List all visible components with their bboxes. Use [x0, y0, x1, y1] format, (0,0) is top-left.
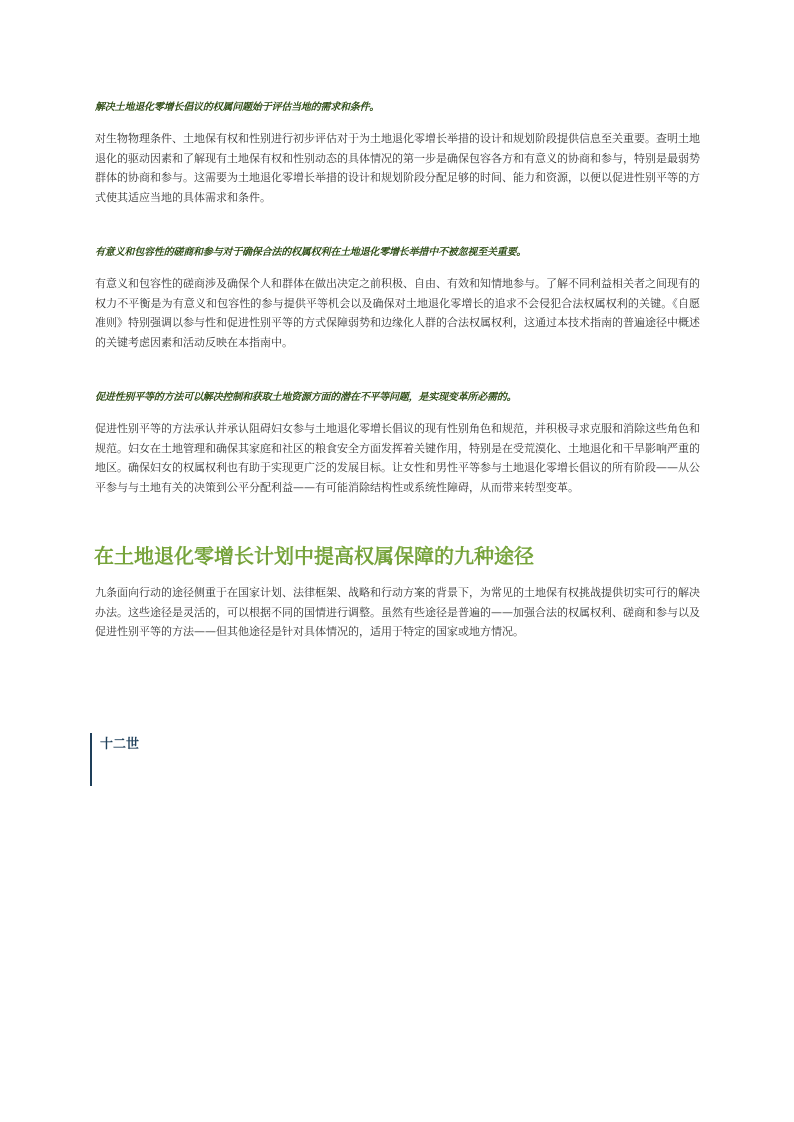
section-gender [95, 391, 700, 497]
callout-box [90, 733, 292, 786]
callout-title: 十二世 [100, 737, 140, 752]
section-heading: 促进性别平等的方法可以解决控制和获取土地资源方面的潜在不平等问题，是实现变革所必需的。 [95, 392, 517, 403]
section-assessment [95, 101, 700, 207]
section-body: 有意义和包容性的磋商涉及确保个人和群体在做出决定之前积极、自由、有效和知情地参与。了解不同利益相关者之间现有的权力不平衡是为有意义和包容性的参与提供平等机会以及确保对土地退化零增长的追求不会侵犯合法权属权利的关键。《自愿准则》特别强调以参与性和促进性别平等的方式保障弱势和边缘化人群的合法权属权利，这通过本技术指南的普遍途径中概述的关键考虑因素和活动反映在本指南中。 [95, 277, 700, 349]
section-body: 对生物物理条件、土地保有权和性别进行初步评估对于为土地退化零增长举措的设计和规划阶段提供信息至关重要。查明土地退化的驱动因素和了解现有土地保有权和性别动态的具体情况的第一步是确保包容各方和有意义的协商和参与，特别是最弱势群体的协商和参与。这需要为土地退化零增长举措的设计和规划阶段分配足够的时间、能力和资源，以便以促进性别平等的方式使其适应当地的具体需求和条件。 [95, 132, 700, 204]
section-heading: 解决土地退化零增长倡议的权属问题始于评估当地的需求和条件。 [95, 102, 380, 113]
section-body: 促进性别平等的方法承认并承认阻碍妇女参与土地退化零增长倡议的现有性别角色和规范，并积极寻求克服和消除这些角色和规范。妇女在土地管理和确保其家庭和社区的粮食安全方面发挥着关键作用，特别是在受荒漠化、土地退化和干旱影响严重的地区。确保妇女的权属权利也有助于实现更广泛的发展目标。让女性和男性平等参与土地退化零增长倡议的所有阶段——从公平参与与土地有关的决策到公平分配利益——有可能消除结构性或系统性障碍，从而带来转型变革。 [95, 422, 700, 494]
intro-paragraph: 九条面向行动的途径侧重于在国家计划、法律框架、战略和行动方案的背景下，为常见的土地保有权挑战提供切实可行的解决办法。这些途径是灵活的，可以根据不同的国情进行调整。虽然有些途径是普遍的——加强合法的权属权利、磋商和参与以及促进性别平等的方法——但其他途径是针对具体情况的，适用于特定的国家或地方情况。 [95, 586, 700, 638]
section-consultation [95, 246, 700, 352]
main-title: 在土地退化零增长计划中提高权属保障的九种途径 [94, 544, 534, 568]
section-heading: 有意义和包容性的磋商和参与对于确保合法的权属权利在土地退化零增长举措中不被忽视至关重要。 [95, 247, 527, 258]
